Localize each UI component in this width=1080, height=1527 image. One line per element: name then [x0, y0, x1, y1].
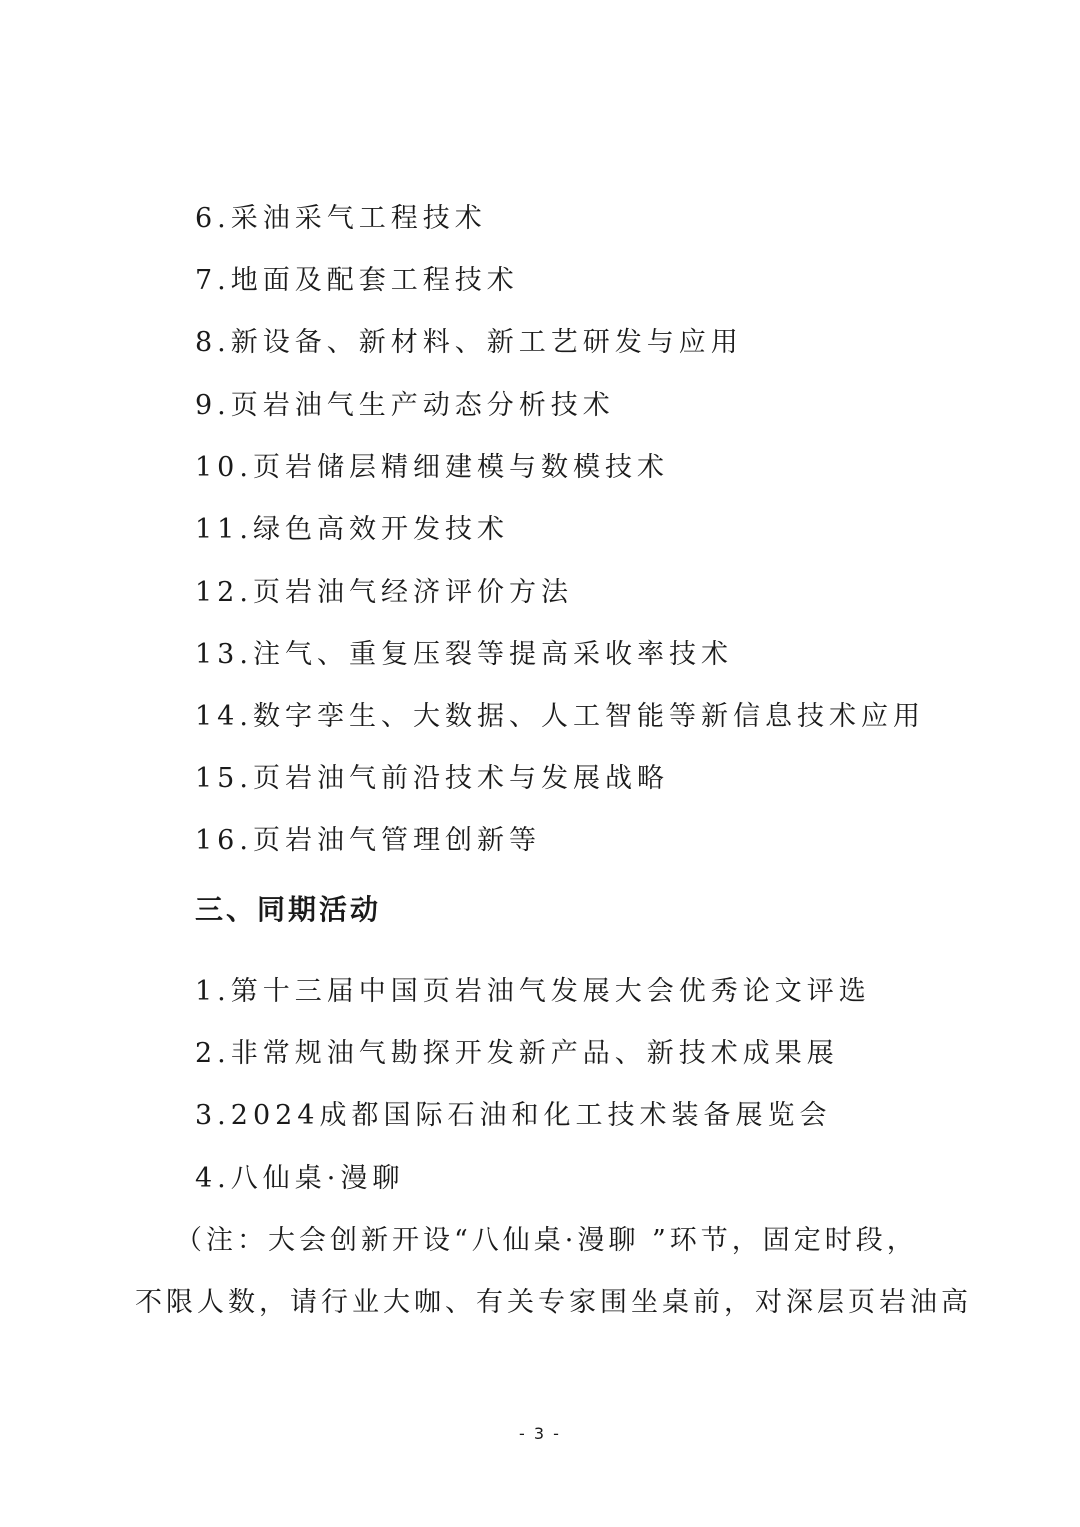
activity-item-1: 1.第十三届中国页岩油气发展大会优秀论文评选: [195, 976, 871, 1007]
topic-item-10: 10.页岩储层精细建模与数模技术: [195, 452, 669, 483]
topic-item-7: 7.地面及配套工程技术: [195, 265, 519, 296]
activity-item-2: 2.非常规油气勘探开发新产品、新技术成果展: [195, 1038, 839, 1069]
topic-item-11: 11.绿色高效开发技术: [195, 514, 509, 545]
topic-item-14: 14.数字孪生、大数据、人工智能等新信息技术应用: [195, 701, 925, 732]
topic-item-8: 8.新设备、新材料、新工艺研发与应用: [195, 327, 743, 358]
topic-item-6: 6.采油采气工程技术: [195, 203, 487, 234]
topic-item-15: 15.页岩油气前沿技术与发展战略: [195, 763, 669, 794]
activity-item-3: 3.2024成都国际石油和化工技术装备展览会: [195, 1100, 832, 1131]
activity-item-4: 4.八仙桌·漫聊: [195, 1163, 405, 1194]
note-line-1: （注：大会创新开设“八仙桌·漫聊 ”环节，固定时段，: [175, 1225, 918, 1256]
topic-item-13: 13.注气、重复压裂等提高采收率技术: [195, 639, 733, 670]
topic-item-16: 16.页岩油气管理创新等: [195, 825, 541, 856]
page-number: - 3 -: [519, 1424, 561, 1443]
note-line-2: 不限人数，请行业大咖、有关专家围坐桌前，对深层页岩油高: [135, 1287, 972, 1318]
topic-item-9: 9.页岩油气生产动态分析技术: [195, 390, 615, 421]
topic-item-12: 12.页岩油气经济评价方法: [195, 577, 573, 608]
section-heading: 三、同期活动: [195, 893, 382, 926]
